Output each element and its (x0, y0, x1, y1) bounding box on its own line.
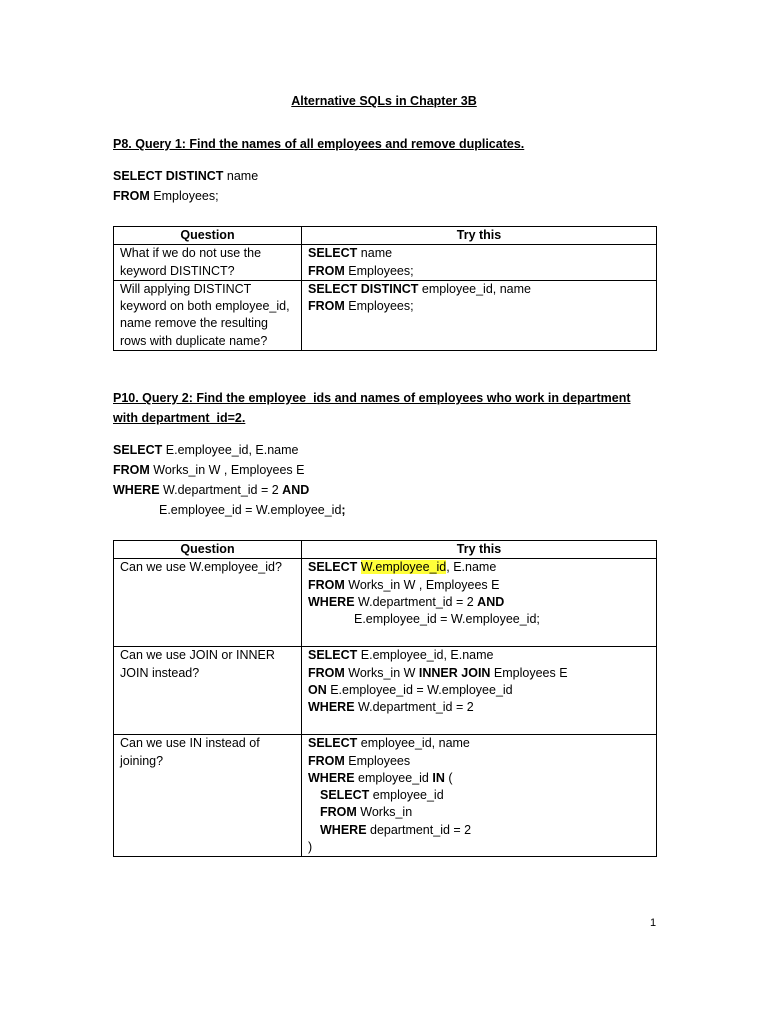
sql-text: name (223, 169, 259, 183)
sql-text: , E.name (446, 560, 497, 575)
sql-text: Works_in W (344, 665, 419, 680)
sql-keyword: SELECT (308, 560, 358, 575)
sql-keyword: SELECT (308, 736, 358, 751)
sql-keyword: AND (282, 483, 310, 497)
question-cell: Can we use IN instead of joining? (114, 735, 302, 857)
sql-keyword: FROM (308, 577, 345, 592)
try-this-cell (302, 245, 657, 281)
sql-keyword: SELECT (308, 648, 358, 663)
page-title: Alternative SQLs in Chapter 3B (291, 94, 477, 108)
sql-text: E.employee_id, E.name (162, 443, 299, 457)
code-line (113, 166, 258, 186)
sql-text: Works_in (356, 805, 413, 820)
sql-text: ( (444, 770, 453, 785)
section-heading-p8: P8. Query 1: Find the names of all employees and remove duplicates. (113, 137, 525, 151)
sql-keyword: WHERE (308, 700, 355, 715)
sql-text: employee_id (354, 770, 433, 785)
try-this-cell (302, 735, 657, 857)
sql-keyword: FROM (113, 189, 150, 203)
sql-text: Works_in W , Employees E (344, 577, 500, 592)
sql-text: ) (308, 840, 313, 855)
table-row (114, 280, 657, 350)
sql-keyword: SELECT (113, 443, 163, 457)
column-header-question: Question (114, 227, 302, 245)
sql-text: W.department_id = 2 (159, 483, 283, 497)
sql-keyword: INNER JOIN (418, 665, 491, 680)
sql-text: employee_id (369, 788, 444, 803)
sql-keyword: SELECT (320, 788, 370, 803)
code-line (113, 186, 258, 206)
sql-text: Employees; (344, 263, 414, 278)
code-line (113, 460, 346, 480)
table-row (114, 245, 657, 281)
sql-text: employee_id, name (418, 281, 531, 296)
code-block-query2 (113, 440, 346, 520)
sql-text: Employees (344, 753, 411, 768)
try-this-cell (302, 559, 657, 647)
sql-text: E.employee_id = W.employee_id; (354, 612, 540, 627)
sql-keyword: SELECT DISTINCT (113, 169, 224, 183)
sql-keyword: WHERE (113, 483, 160, 497)
sql-text: E.employee_id = W.employee_id (159, 503, 342, 517)
sql-keyword: SELECT DISTINCT (308, 281, 419, 296)
sql-keyword: FROM (320, 805, 357, 820)
question-table-query1 (113, 226, 657, 351)
table-row (114, 559, 657, 647)
sql-keyword: AND (477, 594, 505, 609)
sql-keyword: WHERE (308, 770, 355, 785)
try-this-cell (302, 647, 657, 735)
table-header-row (114, 227, 657, 245)
sql-keyword: FROM (308, 263, 345, 278)
sql-keyword: SELECT (308, 246, 358, 261)
sql-text: Works_in W , Employees E (149, 463, 305, 477)
column-header-try-this: Try this (302, 227, 657, 245)
page-number: 1 (650, 917, 657, 929)
sql-text: W.department_id = 2 (354, 594, 478, 609)
sql-keyword: FROM (113, 463, 150, 477)
question-cell: Will applying DISTINCT keyword on both employee_id, name remove the resulting rows with duplicate name? (114, 280, 302, 350)
question-cell: Can we use W.employee_id? (114, 559, 302, 647)
column-header-try-this: Try this (302, 541, 657, 559)
question-cell: Can we use JOIN or INNER JOIN instead? (114, 647, 302, 735)
question-table-query2 (113, 540, 657, 857)
sql-text: department_id = 2 (366, 822, 472, 837)
sql-keyword: FROM (308, 299, 345, 314)
try-this-cell (302, 280, 657, 350)
code-line (113, 480, 346, 500)
table-row (114, 647, 657, 735)
sql-text: W.department_id = 2 (354, 700, 474, 715)
code-line (113, 500, 346, 520)
column-header-question: Question (114, 541, 302, 559)
highlighted-text: W.employee_id (360, 560, 447, 575)
sql-text: Employees E (490, 665, 568, 680)
sql-keyword: WHERE (308, 594, 355, 609)
sql-text: employee_id, name (357, 736, 470, 751)
sql-text: E.employee_id = W.employee_id (326, 682, 513, 697)
sql-text: Employees; (149, 189, 219, 203)
code-line (113, 440, 346, 460)
code-block-query1 (113, 166, 258, 206)
sql-keyword: WHERE (320, 822, 367, 837)
table-row (114, 735, 657, 857)
sql-text: E.employee_id, E.name (357, 648, 494, 663)
sql-text: name (357, 246, 393, 261)
sql-text: Employees; (344, 299, 414, 314)
sql-terminator: ; (341, 503, 346, 517)
sql-keyword: ON (308, 682, 327, 697)
sql-keyword: FROM (308, 753, 345, 768)
sql-keyword: IN (432, 770, 445, 785)
section-heading-p10: P10. Query 2: Find the employee_ids and names of employees who work in department with department_id=2. (113, 391, 631, 425)
table-header-row (114, 541, 657, 559)
sql-keyword: FROM (308, 665, 345, 680)
question-cell: What if we do not use the keyword DISTINCT? (114, 245, 302, 281)
